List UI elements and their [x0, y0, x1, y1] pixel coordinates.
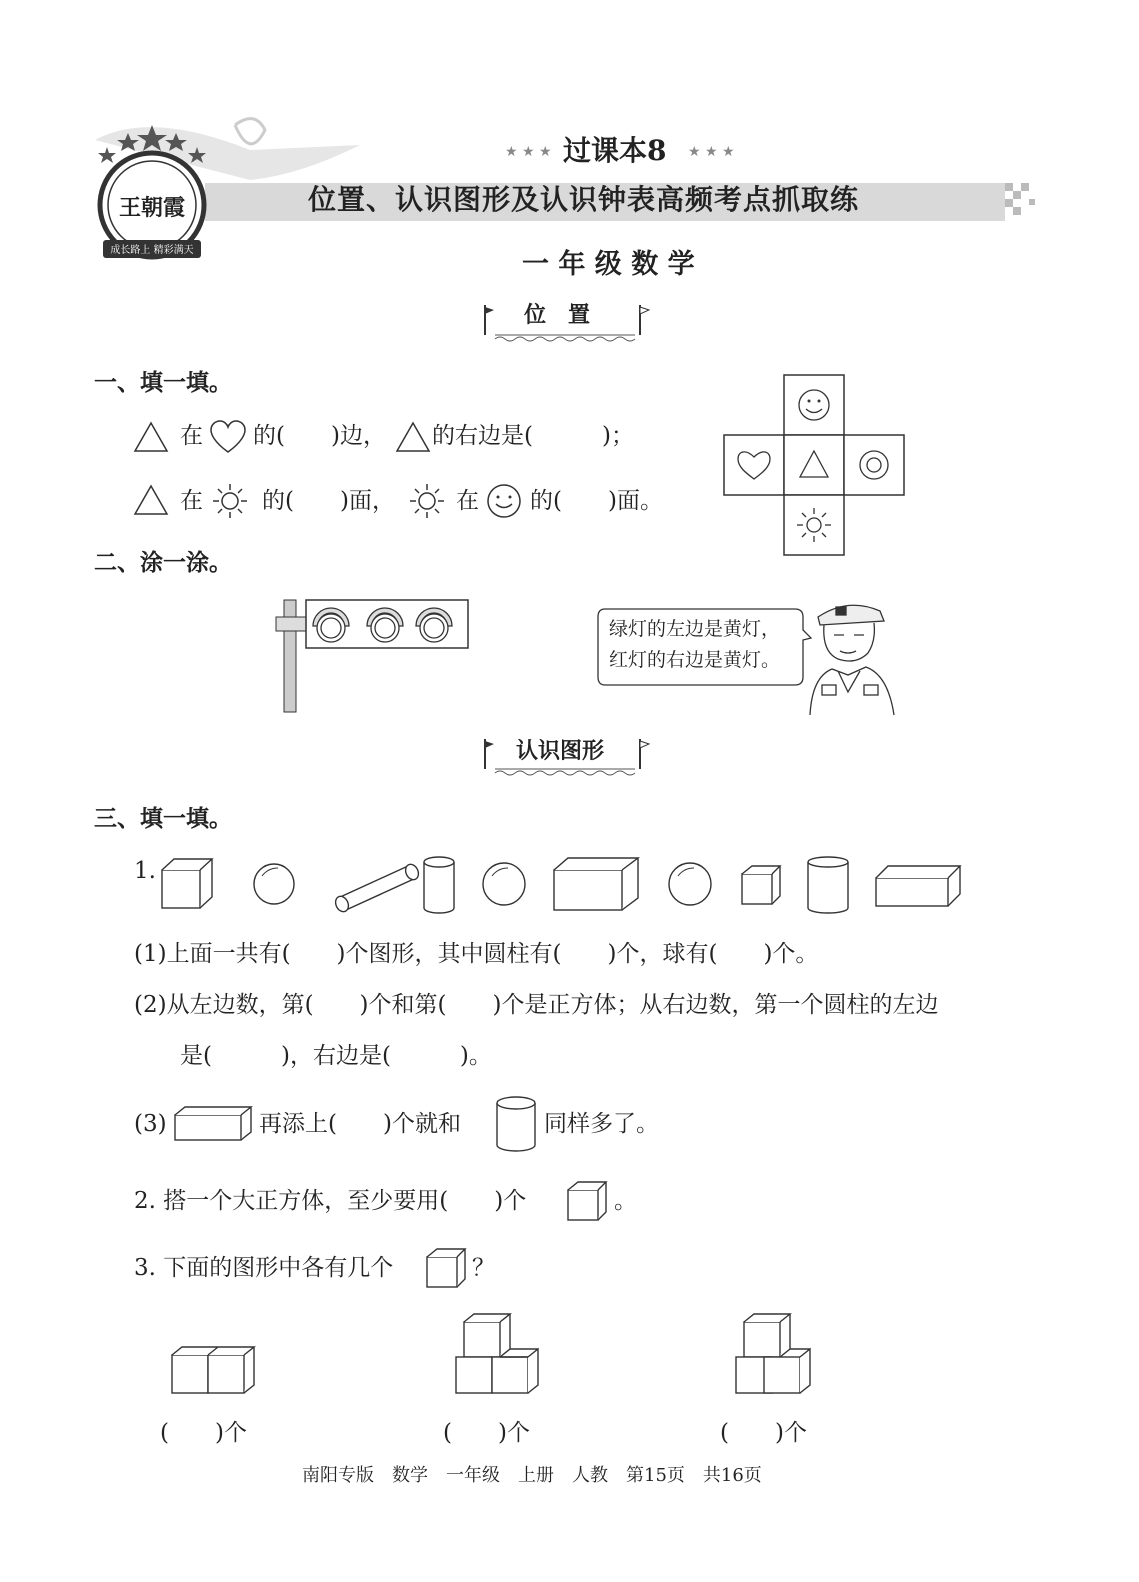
q3-sub3-mid: 再添上( )个就和 [259, 1111, 461, 1137]
q1-l1-a: 在 [180, 423, 203, 449]
cylinder-icon [333, 862, 421, 914]
traffic-light [274, 600, 474, 715]
cube-stack-2 [454, 1312, 544, 1397]
q2-heading: 二、涂一涂。 [94, 550, 232, 576]
answer-1: ( )个 [160, 1420, 247, 1446]
logo-slogan: 成长路上 精彩满天 [110, 245, 194, 256]
shapes-row [158, 850, 988, 920]
q3-sub1: (1)上面一共有( )个图形，其中圆柱有( )个，球有( )个。 [134, 941, 819, 967]
position-grid [724, 375, 909, 560]
police-officer-illustration [808, 597, 898, 717]
subtitle: 一 年 级 数 学 [522, 249, 695, 280]
badge-stars-left: ★ ★ ★ [505, 144, 552, 160]
logo-text: 王朝霞 [118, 195, 186, 221]
sun-icon [212, 483, 248, 519]
q3-sub3-label: (3) [134, 1111, 167, 1137]
q3-sub2-line2: 是( )，右边是( )。 [180, 1043, 492, 1069]
q1-heading: 一、填一填。 [94, 370, 232, 396]
q3-sub3-end: 同样多了。 [544, 1111, 659, 1137]
q3-heading: 三、填一填。 [94, 806, 232, 832]
item1-label: 1. [134, 858, 156, 884]
banner-shapes: 认识图形 [516, 739, 605, 764]
answer-3: ( )个 [720, 1420, 807, 1446]
item2-end: 。 [614, 1188, 637, 1214]
triangle-icon [133, 484, 169, 516]
triangle-icon [133, 421, 169, 453]
sun-icon [409, 483, 445, 519]
cylinder-icon [424, 857, 454, 913]
speech-line-1: 绿灯的左边是黄灯， [609, 618, 781, 640]
cube-icon [425, 1247, 469, 1289]
q1-l2-b: 的( )面， [262, 488, 395, 514]
cube-stack-1 [170, 1345, 260, 1395]
badge-stars-right: ★ ★ ★ [688, 144, 735, 160]
cylinder-icon [495, 1095, 539, 1155]
cuboid-icon [173, 1105, 255, 1141]
q1-l2-c: 在 [456, 488, 479, 514]
cube-stack-3 [734, 1312, 824, 1397]
cuboid-icon [554, 858, 638, 910]
q1-l1-c: 的右边是( )； [432, 423, 634, 449]
item2-text: 2. 搭一个大正方体，至少要用( )个 [134, 1188, 527, 1214]
q1-l2-d: 的( )面。 [530, 488, 663, 514]
main-title: 位置、认识图形及认识钟表高频考点抓取练 [308, 183, 860, 216]
q3-sub2-line1: (2)从左边数，第( )个和第( )个是正方体；从右边数，第一个圆柱的左边 [134, 992, 939, 1018]
triangle-icon [395, 421, 431, 453]
speech-line-2: 红灯的右边是黄灯。 [609, 649, 781, 671]
cube-icon [566, 1180, 610, 1222]
cube-icon [162, 859, 212, 908]
sphere-icon [254, 864, 294, 904]
heart-icon [209, 420, 247, 454]
item3-end: ？ [472, 1255, 495, 1281]
sphere-icon [483, 863, 525, 905]
cylinder-icon [808, 857, 848, 913]
page-footer: 南阳专版 数学 一年级 上册 人教 第15页 共16页 [302, 1465, 762, 1486]
q1-l2-a: 在 [180, 488, 203, 514]
logo [95, 125, 210, 265]
answer-2: ( )个 [443, 1420, 530, 1446]
cuboid-icon [876, 866, 960, 906]
header-badge: 过课本8 [563, 134, 667, 167]
q1-l1-b: 的( )边， [253, 423, 386, 449]
sphere-icon [669, 863, 711, 905]
smiley-icon [486, 483, 522, 519]
item3-text: 3. 下面的图形中各有几个 [134, 1255, 394, 1281]
banner-position: 位 置 [524, 303, 591, 328]
cube-icon [742, 866, 780, 904]
